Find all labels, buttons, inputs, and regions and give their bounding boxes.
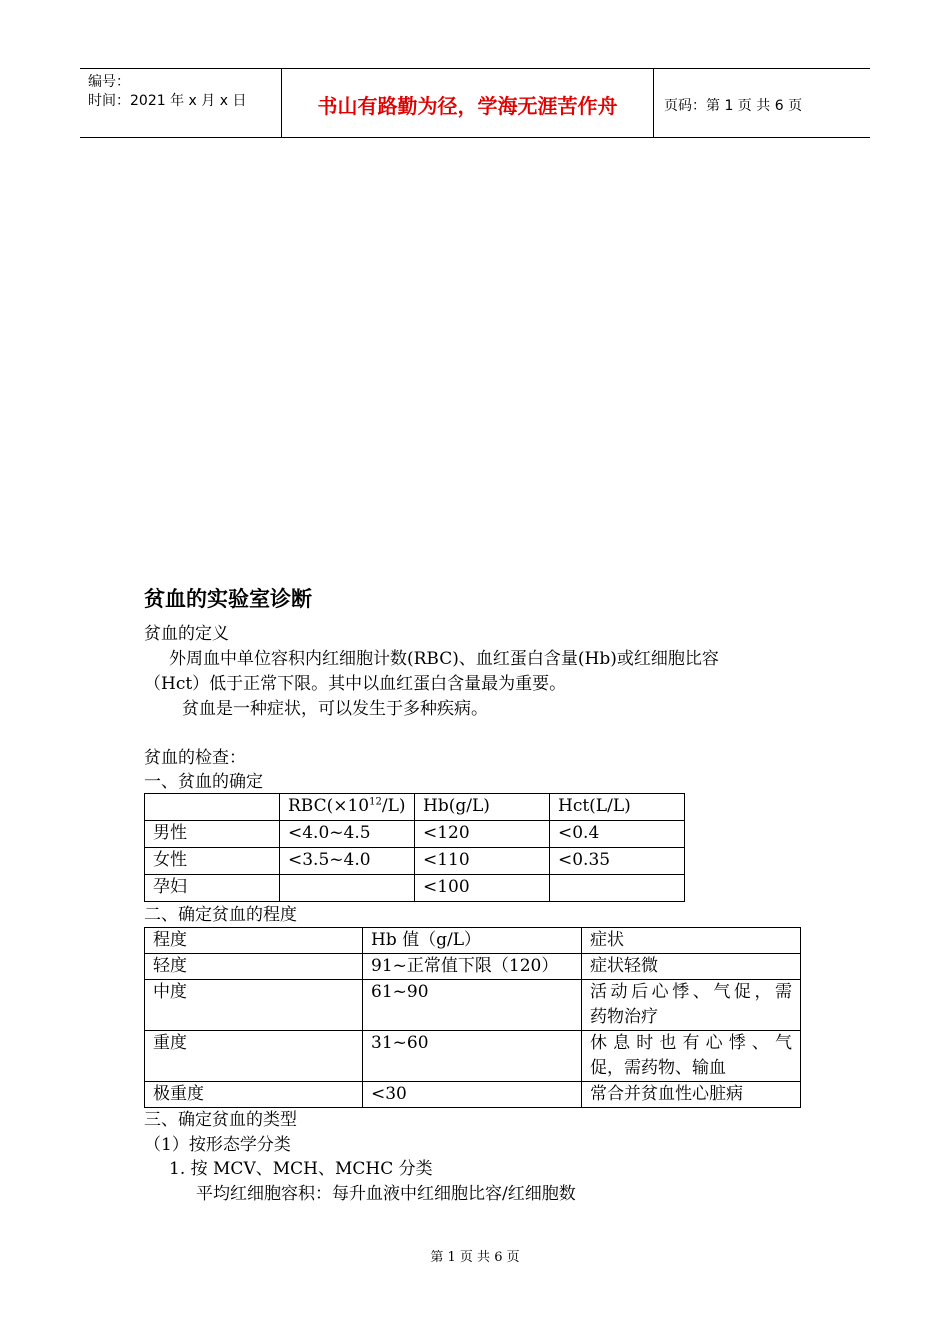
table-row (145, 980, 801, 1031)
symptom-line: 休息时也有心悸、气 (590, 1033, 792, 1053)
table-cell: 61~90 (363, 980, 582, 1031)
section-2-heading: 二、确定贫血的程度 (144, 905, 297, 925)
symptom-line: 活动后心悸、气促，需 (590, 982, 792, 1002)
table-row (145, 848, 685, 875)
table-row (145, 875, 685, 902)
anemia-severity-table (144, 927, 801, 1108)
table-header-cell: Hb 值（g/L） (363, 928, 582, 954)
table-cell: 极重度 (145, 1082, 363, 1108)
symptom-line: 药物治疗 (590, 1007, 658, 1027)
table-cell: 中度 (145, 980, 363, 1031)
definition-heading: 贫血的定义 (144, 624, 229, 644)
table-cell: 常合并贫血性心脏病 (582, 1082, 801, 1108)
table-cell: 女性 (145, 848, 280, 875)
subsection-indices: 1. 按 MCV、MCH、MCHC 分类 (169, 1159, 433, 1179)
table-header-cell: $RBC(\times 10^{12}/L)$ (280, 794, 415, 821)
table-row (145, 1082, 801, 1108)
table-cell: 轻度 (145, 954, 363, 980)
page-footer: 第 1 页 共 6 页 (430, 1250, 520, 1265)
table-row (145, 954, 801, 980)
table-cell (550, 875, 685, 902)
table-cell (280, 875, 415, 902)
table-cell: <0.35 (550, 848, 685, 875)
table-cell: <3.5~4.0 (280, 848, 415, 875)
table-cell: 重度 (145, 1031, 363, 1082)
document-title: 贫血的实验室诊断 (144, 587, 312, 611)
symptom-line: 促，需药物、输血 (590, 1058, 726, 1078)
definition-line-1: 外周血中单位容积内红细胞计数(RBC)、血红蛋白含量(Hb)或红细胞比容 (169, 649, 719, 669)
table-cell: <30 (363, 1082, 582, 1108)
table-cell (582, 980, 801, 1031)
table-header-cell: Hb(g/L) (415, 794, 550, 821)
section-3-heading: 三、确定贫血的类型 (144, 1110, 297, 1130)
mcv-definition: 平均红细胞容积：每升血液中红细胞比容/红细胞数 (196, 1184, 576, 1204)
table-header-cell (145, 794, 280, 821)
definition-line-3: 贫血是一种症状，可以发生于多种疾病。 (182, 699, 488, 719)
table-row (145, 821, 685, 848)
table-row (145, 1031, 801, 1082)
table-header-row (145, 928, 801, 954)
table-header-cell: 症状 (582, 928, 801, 954)
table-cell: <110 (415, 848, 550, 875)
header-meta (80, 69, 281, 137)
header-page-info: 页码：第 1 页 共 6 页 (664, 97, 803, 114)
anemia-criteria-table (144, 793, 685, 902)
table-cell (582, 1031, 801, 1082)
table-header-row (145, 794, 685, 821)
table-cell: <100 (415, 875, 550, 902)
table-cell: <120 (415, 821, 550, 848)
doc-number-label: 编号： (88, 74, 130, 90)
table-header-cell: Hct(L/L) (550, 794, 685, 821)
table-cell: 男性 (145, 821, 280, 848)
table-cell: <4.0~4.5 (280, 821, 415, 848)
table-header-cell: 程度 (145, 928, 363, 954)
section-1-heading: 一、贫血的确定 (144, 772, 263, 792)
subsection-morphology: （1）按形态学分类 (144, 1135, 291, 1155)
table-cell: 91~正常值下限（120） (363, 954, 582, 980)
page-header (80, 68, 870, 138)
definition-line-2: （Hct）低于正常下限。其中以血红蛋白含量最为重要。 (144, 674, 567, 694)
table-cell: 31~60 (363, 1031, 582, 1082)
exam-heading: 贫血的检查： (144, 748, 246, 768)
header-motto: 书山有路勤为径，学海无涯苦作舟 (281, 69, 654, 137)
table-cell: 孕妇 (145, 875, 280, 902)
table-cell: <0.4 (550, 821, 685, 848)
doc-time-label: 时间：2021 年 x 月 x 日 (88, 93, 247, 109)
table-cell: 症状轻微 (582, 954, 801, 980)
